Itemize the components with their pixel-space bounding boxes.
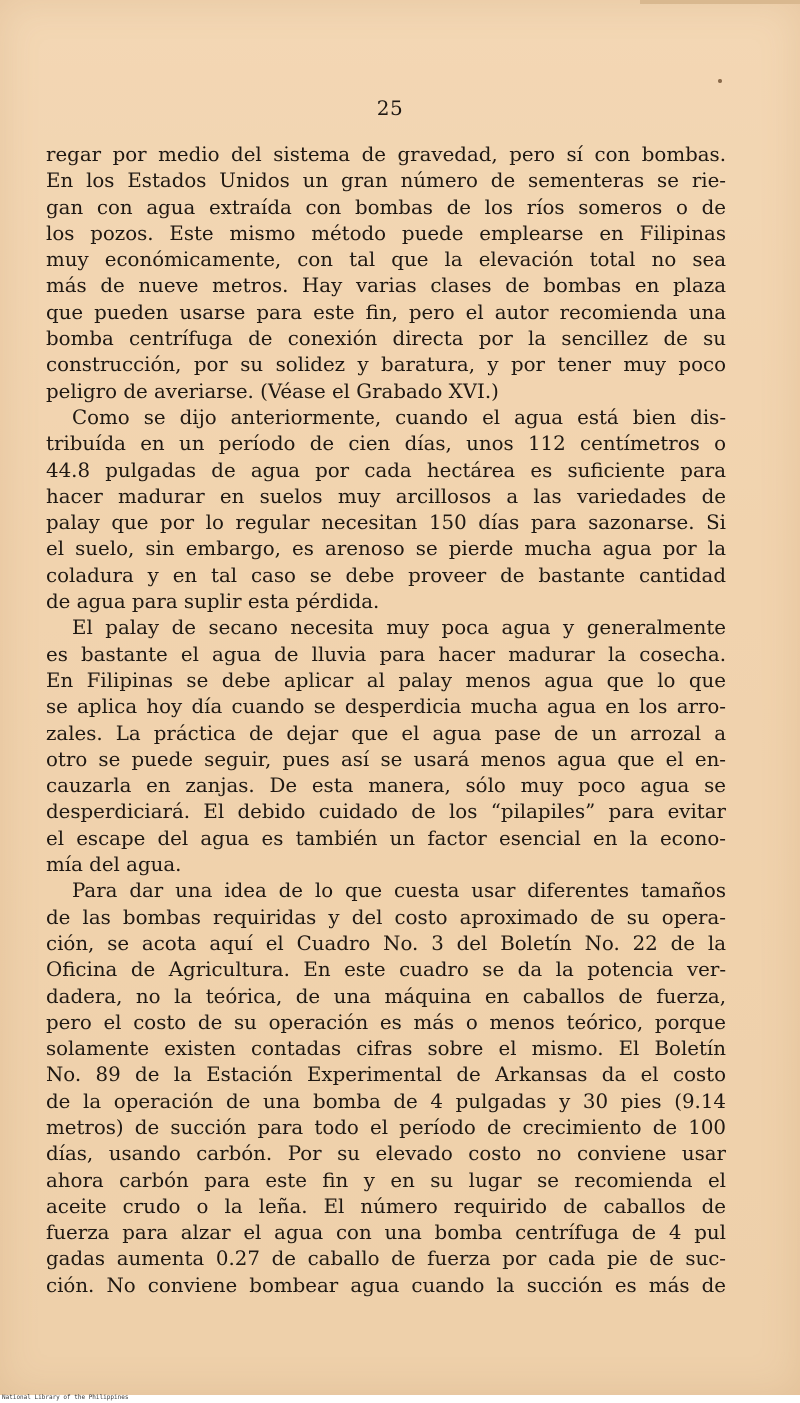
text-line: desperdiciará. El debido cuidado de los “pilapiles” para evitar <box>46 800 726 824</box>
text-line: el suelo, sin embargo, es arenoso se pierde mucha agua por la <box>46 537 726 561</box>
text-line: El palay de secano necesita muy poca agua y generalmente <box>72 616 726 640</box>
text-line: En Filipinas se debe aplicar al palay menos agua que lo que <box>46 668 726 692</box>
text-line: muy económicamente, con tal que la elevación total no sea <box>46 248 726 272</box>
text-line: el escape del agua es también un factor esencial en la econo- <box>46 826 726 850</box>
body-text <box>46 142 726 1299</box>
text-line: pero el costo de su operación es más o menos teórico, porque <box>46 1010 726 1034</box>
text-line: los pozos. Este mismo método puede emplearse en Filipinas <box>46 221 726 245</box>
text-line: dadera, no la teórica, de una máquina en caballos de fuerza, <box>46 984 726 1008</box>
text-line: más de nueve metros. Hay varias clases de bombas en plaza <box>46 274 726 298</box>
text-line: ción, se acota aquí el Cuadro No. 3 del Boletín No. 22 de la <box>46 931 726 955</box>
text-line: aceite crudo o la leña. El número requirido de caballos de <box>46 1194 726 1218</box>
page-number: 25 <box>376 96 404 120</box>
text-line: Para dar una idea de lo que cuesta usar diferentes tamaños <box>72 879 726 903</box>
text-line: ción. No conviene bombear agua cuando la succión es más de <box>46 1273 726 1297</box>
page-edge-shadow <box>640 0 800 4</box>
text-line: fuerza para alzar el agua con una bomba centrífuga de 4 pul <box>46 1221 726 1245</box>
ink-speck <box>718 79 722 83</box>
text-line: En los Estados Unidos un gran número de sementeras se rie- <box>46 169 726 193</box>
text-line: días, usando carbón. Por su elevado costo no conviene usar <box>46 1142 726 1166</box>
text-line: construcción, por su solidez y baratura, y por tener muy poco <box>46 353 726 377</box>
text-line: que pueden usarse para este fin, pero el autor recomienda una <box>46 300 726 324</box>
text-line: gadas aumenta 0.27 de caballo de fuerza por cada pie de suc- <box>46 1247 726 1271</box>
footer-credit: National Library of the Philippines <box>2 1394 129 1401</box>
paragraph-4 <box>46 878 726 1299</box>
text-line: zales. La práctica de dejar que el agua pase de un arrozal a <box>46 721 726 745</box>
text-line: de agua para suplir esta pérdida. <box>46 590 380 614</box>
text-line: No. 89 de la Estación Experimental de Arkansas da el costo <box>46 1063 726 1087</box>
footer-strip <box>0 1395 800 1403</box>
text-line: otro se puede seguir, pues así se usará menos agua que el en- <box>46 747 726 771</box>
text-line: metros) de succión para todo el período de crecimiento de 100 <box>46 1115 726 1139</box>
text-line: palay que por lo regular necesitan 150 días para sazonarse. Si <box>46 511 726 535</box>
text-line: de las bombas requiridas y del costo aproximado de su opera- <box>46 905 726 929</box>
paragraph-1 <box>46 142 726 405</box>
text-line: regar por medio del sistema de gravedad, pero sí con bombas. <box>46 143 726 166</box>
text-line: peligro de averiarse. (Véase el Grabado XVI.) <box>46 379 499 403</box>
text-line: ahora carbón para este fin y en su lugar se recomienda el <box>46 1168 726 1192</box>
text-line: Como se dijo anteriormente, cuando el agua está bien dis- <box>72 405 726 429</box>
text-line: 44.8 pulgadas de agua por cada hectárea es suficiente para <box>46 458 726 482</box>
text-line: gan con agua extraída con bombas de los ríos someros o de <box>46 195 726 219</box>
text-line: es bastante el agua de lluvia para hacer madurar la cosecha. <box>46 642 726 666</box>
paragraph-2 <box>46 405 726 615</box>
text-line: cauzarla en zanjas. De esta manera, sólo muy poco agua se <box>46 774 726 798</box>
text-line: se aplica hoy día cuando se desperdicia mucha agua en los arro- <box>46 695 726 719</box>
text-line: de la operación de una bomba de 4 pulgadas y 30 pies (9.14 <box>46 1089 726 1113</box>
text-line: coladura y en tal caso se debe proveer de bastante cantidad <box>46 563 726 587</box>
text-line: mía del agua. <box>46 853 182 877</box>
text-line: bomba centrífuga de conexión directa por la sencillez de su <box>46 327 726 351</box>
text-line: Oficina de Agricultura. En este cuadro se da la potencia ver- <box>46 958 726 982</box>
paragraph-3 <box>46 615 726 878</box>
text-line: tribuída en un período de cien días, unos 112 centímetros o <box>46 432 726 456</box>
text-line: hacer madurar en suelos muy arcillosos a las variedades de <box>46 484 726 508</box>
text-line: solamente existen contadas cifras sobre el mismo. El Boletín <box>46 1037 726 1061</box>
